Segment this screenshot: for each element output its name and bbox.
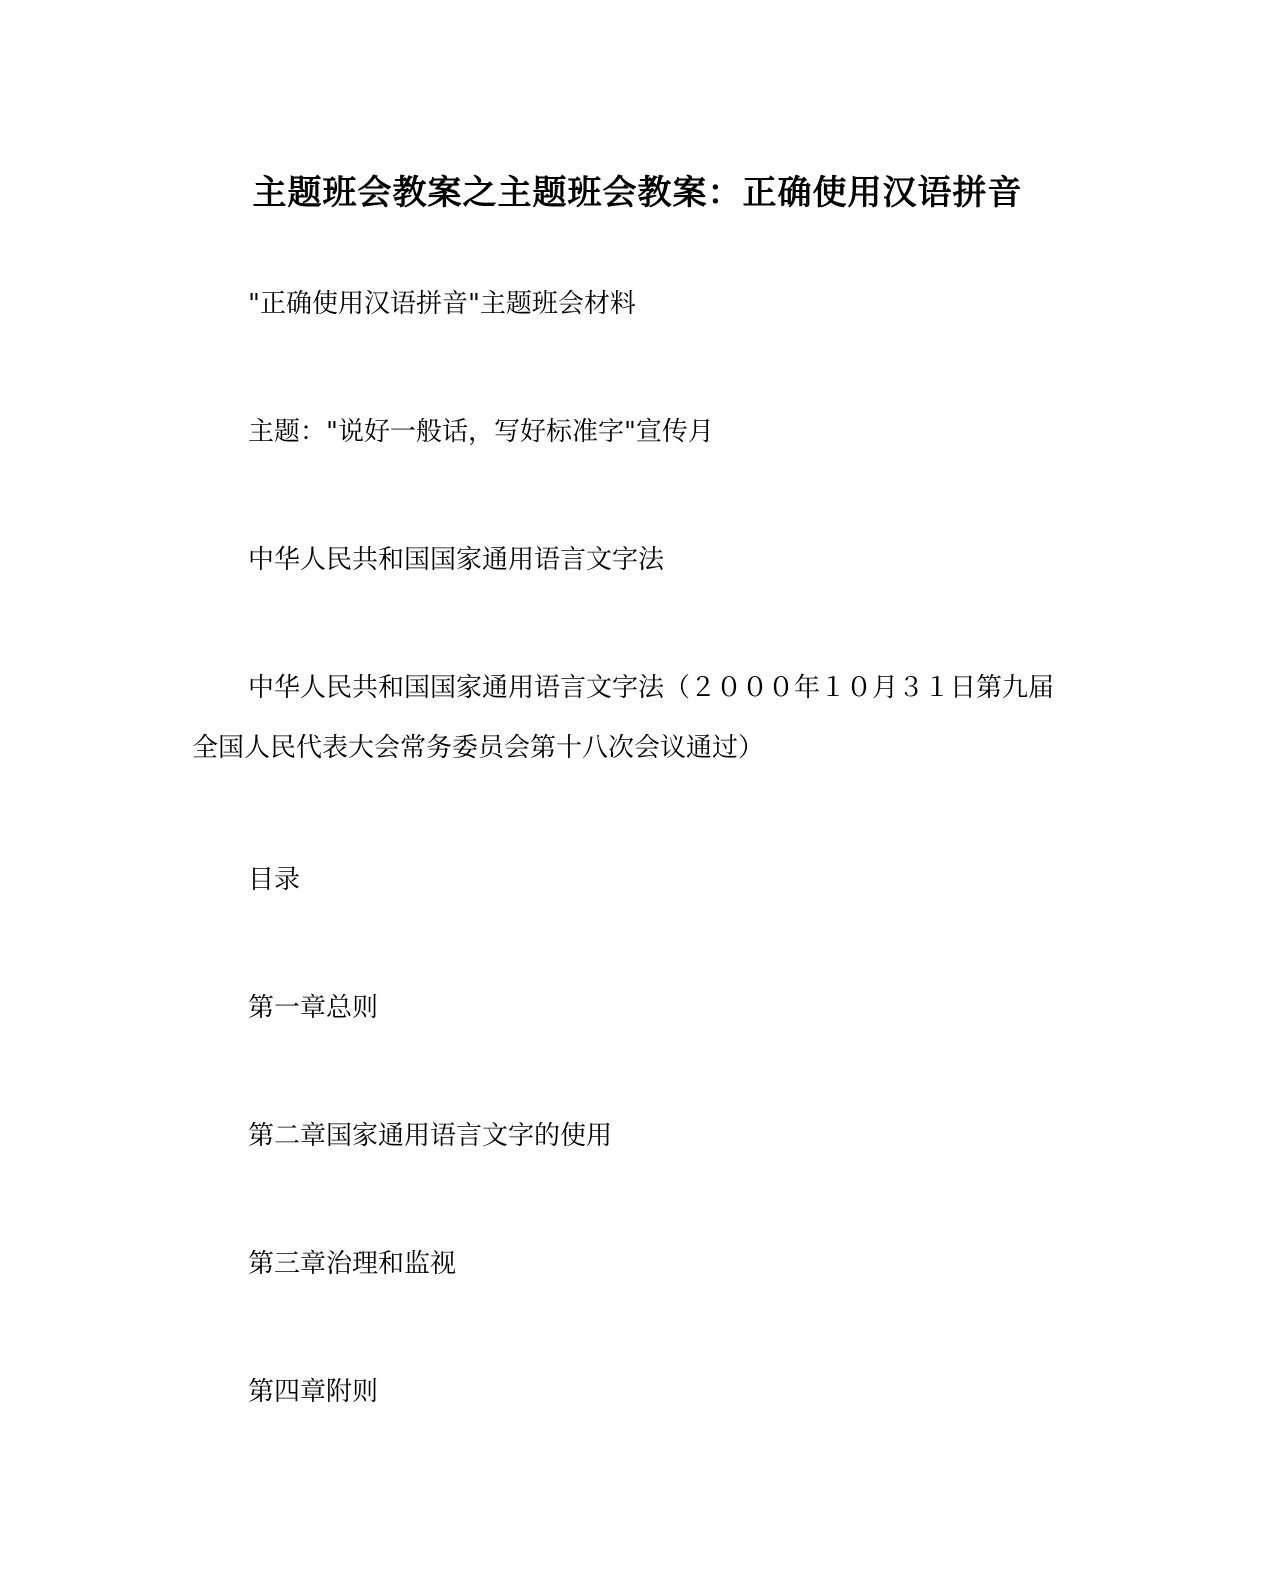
paragraph-chapter-1: 第一章总则	[248, 993, 379, 1023]
paragraph-chapter-4: 第四章附则	[248, 1377, 379, 1407]
paragraph-contents-heading: 目录	[248, 865, 301, 895]
paragraph-law-adoption: 中华人民共和国国家通用语言文字法（２０００年１０月３１日第九届全国人民代表大会常务委员会第十八次会议通过）	[192, 673, 1055, 763]
paragraph-material-title: "正确使用汉语拼音"主题班会材料	[248, 289, 636, 319]
paragraph-chapter-3: 第三章治理和监视	[248, 1249, 457, 1279]
document-title: 主题班会教案之主题班会教案：正确使用汉语拼音	[252, 173, 1023, 213]
paragraph-chapter-2: 第二章国家通用语言文字的使用	[248, 1121, 613, 1151]
paragraph-law-name: 中华人民共和国国家通用语言文字法	[248, 545, 665, 575]
paragraph-theme: 主题："说好一般话，写好标准字"宣传月	[248, 417, 714, 447]
